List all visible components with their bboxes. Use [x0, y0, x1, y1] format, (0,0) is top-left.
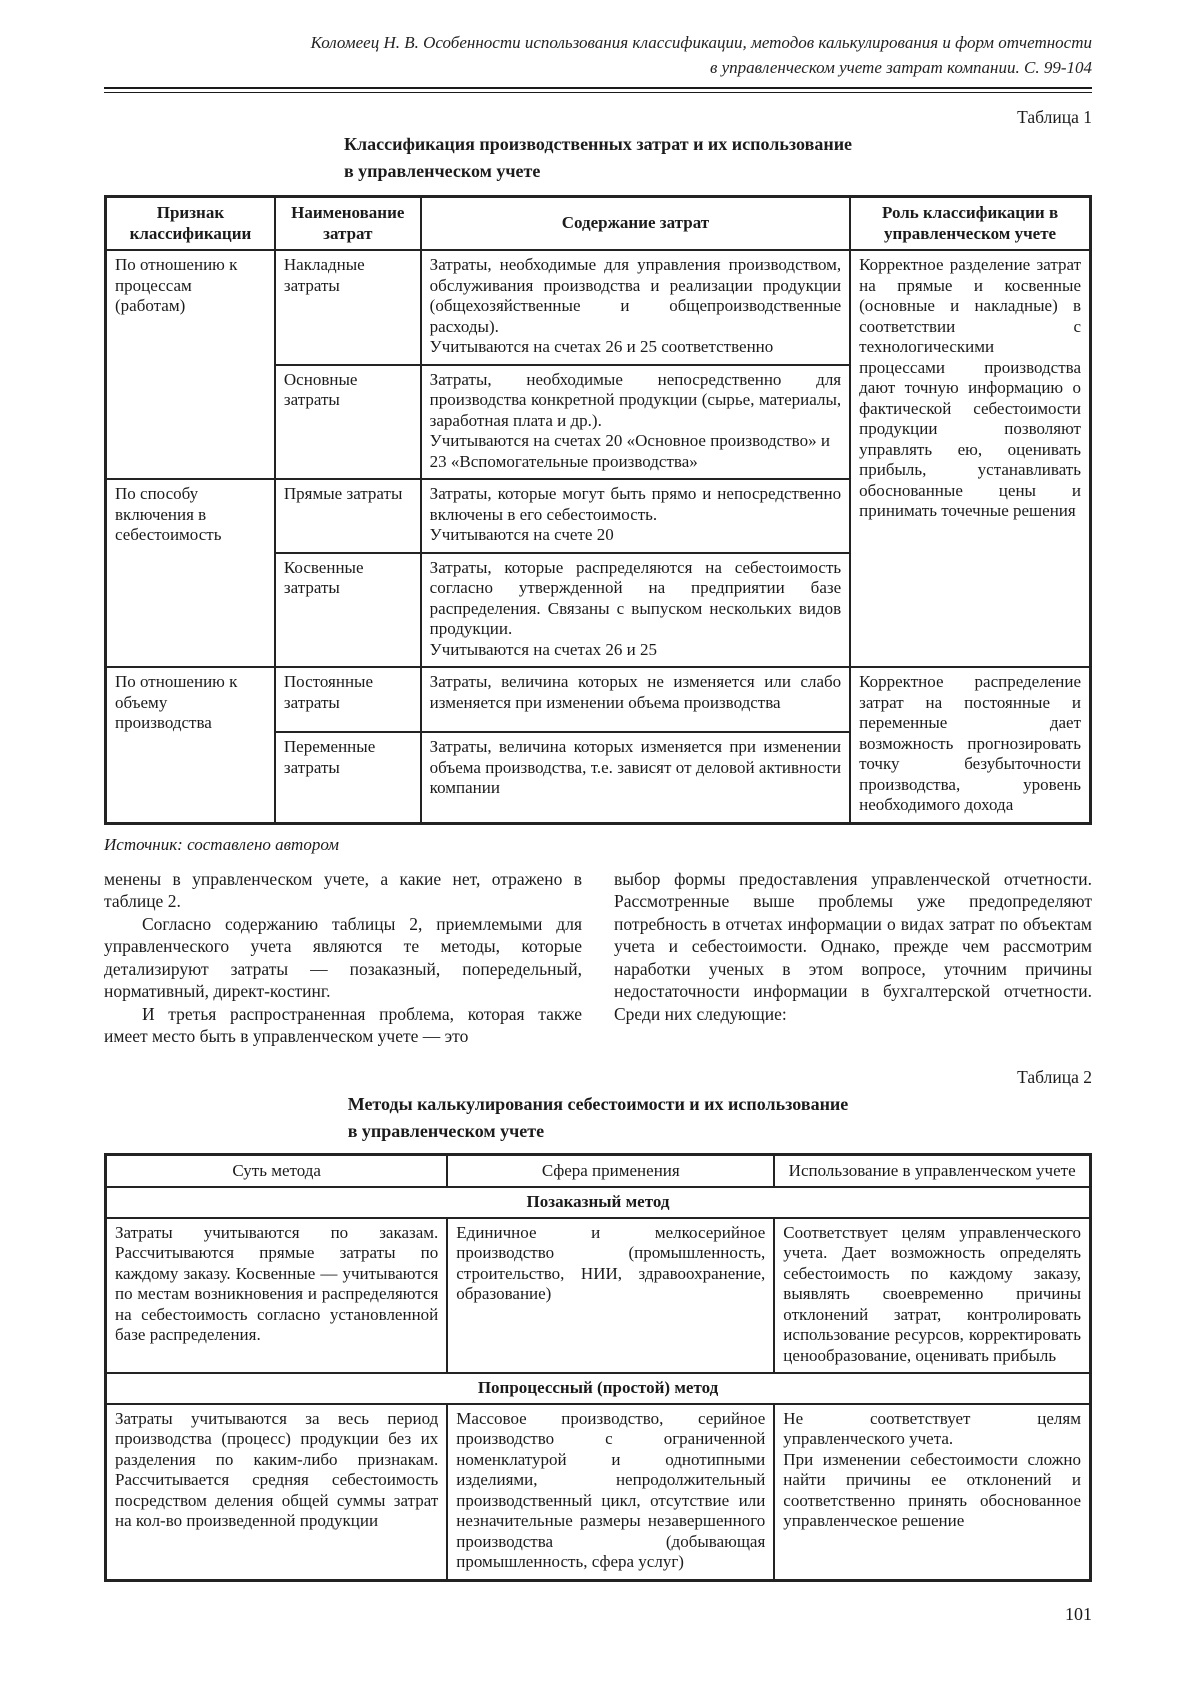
t1-criterion-volume: По отношению к объему производства — [106, 667, 275, 823]
running-head-line2: в управленческом учете затрат компании. С. 99-104 — [709, 58, 1092, 77]
t2-usage-process — [774, 1404, 1090, 1581]
body-text-columns — [104, 868, 1092, 1048]
table2-label: Таблица 2 — [1017, 1066, 1092, 1087]
t1-name-fixed: Постоянные затраты — [275, 667, 421, 732]
table-row — [106, 250, 1091, 365]
method-name: Попроцессный (простой) метод — [106, 1373, 1091, 1404]
paragraph: И третья распространенная проблема, которая также имеет место быть в управленческом учете — это — [104, 1003, 582, 1046]
table1-cost-classification — [104, 195, 1092, 825]
cost-description: Затраты, величина которых не изменяется или слабо изменяется при изменении объема производства — [429, 672, 842, 712]
cost-description: Затраты, которые распределяются на себестоимость согласно утвержденной на предприятии базе распределения. Связаны с выпуском нескольких видов продукции. — [429, 557, 842, 638]
method-usage-note: При изменении себестоимости сложно найти причины ее отклонений и соответственно принять обоснованное управленческое решение — [783, 1449, 1081, 1530]
t1-name-basic: Основные затраты — [275, 365, 421, 480]
table1-label: Таблица 1 — [1017, 107, 1092, 127]
cost-accounts: Учитываются на счетах 26 и 25 соответственно — [429, 337, 774, 356]
method-scope: Единичное и мелкосерийное производство (промышленность, строительство, НИИ, здравоохранение, образование) — [456, 1222, 766, 1303]
body-column-right — [614, 868, 1092, 1048]
t1-header-role: Роль классификации в управленческом учете — [850, 197, 1090, 251]
t1-header-criterion: Признак классификации — [106, 197, 275, 251]
table-row — [106, 667, 1091, 732]
t1-content-indirect — [421, 553, 850, 668]
t2-usage-job-order — [774, 1218, 1090, 1374]
t1-header-cost-name: Наименование затрат — [275, 197, 421, 251]
header-rule — [104, 87, 1092, 93]
t1-criterion-inclusion: По способу включения в себестоимость — [106, 479, 275, 667]
running-head — [104, 30, 1092, 80]
method-essence: Затраты учитываются за весь период производства (процесс) продукции без их разделения по каким-либо признакам. Рассчитывается средняя себестоимость посредством деления общей суммы затрат на кол-во произведенной продукции — [115, 1408, 439, 1530]
table2-header-row — [106, 1154, 1091, 1187]
table1-source-note: Источник: составлено автором — [104, 834, 340, 854]
t2-header-essence: Суть метода — [106, 1154, 448, 1187]
cost-description: Затраты, необходимые непосредственно для производства конкретной продукции (сырье, материалы, заработная плата и др.). — [429, 369, 842, 430]
t1-name-overhead: Накладные затраты — [275, 250, 421, 365]
paragraph: выбор формы предоставления управленческой отчетности. Рассмотренные выше проблемы уже предопределяют потребность в отчетах информации о видах затрат по объектам учета и себестоимости. Однако, прежде чем рассмотрим наработки ученых в этом вопросе, уточним причины недостаточности информации в бухгалтерской отчетности. Среди них следующие: — [614, 868, 1092, 1024]
t2-essence-process — [106, 1404, 448, 1581]
t2-scope-job-order — [447, 1218, 774, 1374]
table2-title-line1: Методы калькулирования себестоимости и их использование — [347, 1093, 849, 1114]
table-row — [106, 1218, 1091, 1374]
t2-section-job-order — [106, 1187, 1091, 1218]
cost-description: Затраты, необходимые для управления производством, обслуживания производства и реализации продукции (общехозяйственные и общепроизводственные расходы). — [429, 255, 842, 336]
table1-header-row — [106, 197, 1091, 251]
t2-section-process — [106, 1373, 1091, 1404]
t2-scope-process — [447, 1404, 774, 1581]
table-row — [106, 1404, 1091, 1581]
cost-description: Затраты, которые могут быть прямо и непосредственно включены в его себестоимость. — [429, 484, 842, 524]
t2-essence-job-order — [106, 1218, 448, 1374]
cost-accounts: Учитываются на счетах 20 «Основное производство» и 23 «Вспомогательные производства» — [429, 431, 830, 471]
table1-title — [344, 131, 852, 185]
t1-criterion-processes: По отношению к процессам (работам) — [106, 250, 275, 479]
t2-header-scope: Сфера применения — [447, 1154, 774, 1187]
table2-title — [348, 1091, 849, 1145]
paragraph: менены в управленческом учете, а какие нет, отражено в таблице 2. — [104, 868, 582, 911]
t1-name-direct: Прямые затраты — [275, 479, 421, 553]
t1-name-variable: Переменные затраты — [275, 732, 421, 823]
t1-content-overhead — [421, 250, 850, 365]
table2-costing-methods — [104, 1153, 1092, 1582]
t2-header-usage: Использование в управленческом учете — [774, 1154, 1090, 1187]
method-name: Позаказный метод — [106, 1187, 1091, 1218]
method-usage: Не соответствует целям управленческого учета. — [783, 1408, 1081, 1448]
paragraph: Согласно содержанию таблицы 2, приемлемыми для управленческого учета являются те методы, которые детализируют затраты — позаказный, попередельный, нормативный, директ-костинг. — [104, 913, 582, 1001]
running-head-line1: Коломеец Н. В. Особенности использования классификации, методов калькулирования и форм отчетности — [310, 33, 1092, 52]
t1-content-fixed — [421, 667, 850, 732]
t1-content-basic — [421, 365, 850, 480]
cost-accounts: Учитываются на счетах 26 и 25 — [429, 639, 658, 659]
method-essence: Затраты учитываются по заказам. Рассчитываются прямые затраты по каждому заказу. Косвенные — учитываются по местам возникновения и распределяются на себестоимость согласно установленной базе распределения. — [115, 1222, 439, 1344]
t1-role-volume — [850, 667, 1090, 823]
method-usage: Соответствует целям управленческого учета. Дает возможность определять себестоимость по каждому заказу, выявлять своевременно причины отклонений затрат, контролировать использование ресурсов, корректировать ценообразование, оценивать прибыль — [783, 1222, 1081, 1365]
t1-content-variable — [421, 732, 850, 823]
cost-description: Затраты, величина которых изменяется при изменении объема производства, т.е. зависят от деловой активности компании — [429, 737, 842, 798]
table1-title-line1: Классификация производственных затрат и их использование — [343, 134, 853, 154]
role-text: Корректное распределение затрат на постоянные и переменные дает возможность прогнозировать точку безубыточности производства, уровень необходимого дохода — [859, 672, 1081, 814]
table2-title-line2: в управленческом учете — [347, 1120, 545, 1141]
table1-title-line2: в управленческом учете — [343, 161, 541, 181]
role-text: Корректное разделение затрат на прямые и косвенные (основные и накладные) в соответствии с технологическими процессами производства дают точную информацию о фактической себестоимости продукции позволяют управлять ею, оценивать прибыль, устанавливать обоснованные цены и принимать точечные решения — [859, 255, 1081, 520]
cost-accounts: Учитываются на счете 20 — [429, 525, 614, 544]
t1-header-cost-content: Содержание затрат — [421, 197, 850, 251]
method-scope: Массовое производство, серийное производство с ограниченной номенклатурой и однотипными изделиями, непродолжительный производственный цикл, отсутствие или незначительные размеры незавершенного производства (добывающая промышленность, сфера услуг) — [456, 1408, 766, 1571]
t1-name-indirect: Косвенные затраты — [275, 553, 421, 668]
page-number: 101 — [1065, 1603, 1092, 1624]
t1-content-direct — [421, 479, 850, 553]
body-column-left — [104, 868, 582, 1048]
t1-role-processes-inclusion — [850, 250, 1090, 667]
